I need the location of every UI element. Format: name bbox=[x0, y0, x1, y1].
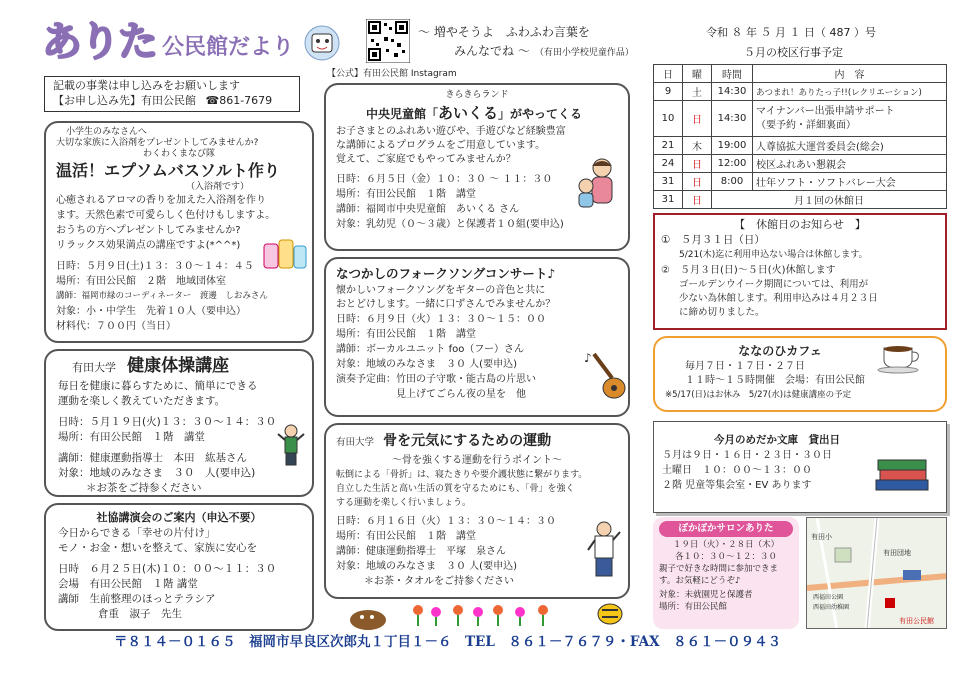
folk-title: なつかしのフォークソングコンサート♪ bbox=[336, 266, 556, 281]
social-lecturer-1: 講師 生前整理のほっとテラシア bbox=[58, 593, 216, 605]
bones-desc-2: 自立した生活と高い生活の質を守るためにも、「骨」を強く bbox=[336, 484, 575, 494]
books-icon bbox=[872, 454, 932, 494]
table-row: 9 土 14:30 あつまれ！ありたっ子!!(レクリエーション) bbox=[654, 83, 947, 101]
bath-title: 温活！エプソムバスソルト作り bbox=[56, 161, 280, 180]
bone-exercise-card bbox=[324, 423, 630, 599]
aikuru-title-a: 中央児童館「 bbox=[366, 107, 439, 121]
bath-fee: 材料代：７００円（当日） bbox=[56, 321, 176, 332]
health-target: 対象：地域のみなさま ３０ 人(要申込) bbox=[58, 467, 256, 479]
folk-lecturer: 講師：ボーカルユニット foo（フー）さん bbox=[336, 344, 525, 355]
flowers-decoration-icon bbox=[348, 596, 648, 630]
aikuru-place: 場所：有田公民館 １階 講堂 bbox=[336, 189, 476, 200]
qr-caption: 【公式】有田公民館 Instagram bbox=[327, 69, 457, 79]
social-lecture-card bbox=[44, 503, 314, 631]
social-title: 社協講演会のご案内（申込不要） bbox=[96, 511, 262, 524]
motto-credit: （有田小学校児童作品） bbox=[534, 48, 634, 58]
folk-desc-1: 懐かしいフォークソングをギターの音色と共に bbox=[336, 285, 546, 296]
aikuru-date: 日時：６月５日（金）１０：３０ ～ １１：３０ bbox=[336, 174, 553, 185]
aikuru-title-b: あいくる bbox=[438, 104, 499, 122]
bones-target: 対象：地域のみなさま ３０ 人(要申込) bbox=[336, 561, 517, 572]
aikuru-tag: きらきらランド bbox=[445, 90, 509, 100]
closed-item2-b: ゴールデンウイーク期間については、利用が bbox=[679, 279, 869, 290]
bones-date: 日時：６月１６日（火）１３：３０～１４：３０ bbox=[336, 516, 556, 527]
table-row: 24 日 12:00 校区ふれあい懇親会 bbox=[654, 155, 947, 173]
bones-subtitle: ～骨を強くする運動を行うポイント～ bbox=[392, 455, 562, 466]
salon-date-1: １９日（火）・２８日（木） bbox=[672, 540, 780, 550]
bath-intro-2: 大切な家族に入浴剤をプレゼントしてみませんか? bbox=[56, 138, 259, 148]
bones-desc-1: 転倒による「骨折」は、寝たきりや要介護状態に繋がります。 bbox=[336, 470, 588, 480]
masthead-title-big: ありた bbox=[42, 19, 156, 65]
salon-date-2: 各１０：３０～１２：３０ bbox=[674, 552, 777, 562]
bones-org: 有田大学 bbox=[336, 437, 375, 448]
motto bbox=[418, 24, 638, 59]
health-desc-2: 運動を楽しく教えていただきます。 bbox=[58, 395, 226, 407]
health-date: 日時：５月１９日(火)１３：３０～１４：３０ bbox=[58, 416, 277, 428]
trainer-icon bbox=[586, 520, 622, 580]
footer-address: 〒８１４－０１６５ 福岡市早良区次郎丸１丁目１－６ TEL ８６１－７６７９・FAX ８６１－０９４３ bbox=[114, 634, 782, 650]
closed-item2-c: 少ない為休館します。利用申込みは４月２３日 bbox=[679, 293, 878, 304]
social-sub-2: モノ・お金・想いを整えて、家族に安心を bbox=[58, 542, 258, 554]
cafe-line-1: 毎月７日・１７日・２７日 bbox=[685, 361, 805, 372]
salon-place: 場所：有田公民館 bbox=[659, 602, 728, 612]
closed-item1-b: 5/21(木)迄に利用申込ない場合は休館します。 bbox=[679, 250, 868, 260]
salon-desc-2: す。お気軽にどうぞ♪ bbox=[659, 576, 741, 586]
bath-desc-3: おうちの方へプレゼントしてみませんか? bbox=[56, 225, 241, 236]
bones-title: 骨を元気にするための運動 bbox=[383, 433, 552, 449]
aikuru-target: 対象：乳幼児（０～３歳）と保護者１０組(要申込) bbox=[336, 219, 564, 230]
issue-number: 令和 ８ 年 ５ 月 １ 日（ 487 ）号 bbox=[706, 26, 876, 39]
parent-child-icon bbox=[572, 156, 622, 212]
bones-desc-3: する運動を楽しく行いましょう。 bbox=[336, 498, 472, 508]
social-lecturer-2: 倉重 淑子 先生 bbox=[98, 608, 182, 620]
folk-songs-2: 見上げてごらん夜の星を 他 bbox=[396, 389, 526, 400]
closed-item2-a: ② ５月３日(日)～５日(火)休館します bbox=[661, 265, 836, 276]
library-line-2: 土曜日 １０：００～１３：００ bbox=[662, 465, 812, 476]
library-line-1: ５月は９日・１６日・２３日・３０日 bbox=[662, 450, 832, 461]
bath-desc-1: 心癒されるアロマの香りを加えた入浴剤を作り bbox=[56, 195, 266, 206]
aikuru-title-c: 」がやってくる bbox=[498, 107, 583, 121]
bath-desc-2: ます。天然色素で可愛らしく色付けもしますよ。 bbox=[56, 210, 276, 221]
schedule-header-content: 内 容 bbox=[753, 65, 947, 83]
closed-item2-d: に締め切りました。 bbox=[679, 307, 765, 318]
bones-place: 場所：有田公民館 １階 講堂 bbox=[336, 531, 476, 542]
bones-note: ＊お茶・タオルをご持参ください bbox=[364, 576, 514, 587]
cafe-line-2: １１時～１５時開催 会場：有田公民館 bbox=[685, 375, 865, 386]
bath-subtitle: （入浴剤です） bbox=[186, 182, 250, 192]
closed-title: 【 休館日のお知らせ 】 bbox=[734, 218, 866, 231]
health-desc-1: 毎日を健康に暮らすために、簡単にできる bbox=[58, 380, 258, 392]
health-exercise-card bbox=[44, 349, 314, 497]
schedule-header-day: 日 bbox=[654, 65, 683, 83]
bath-club: わくわくまなび隊 bbox=[142, 149, 215, 159]
aikuru-lecturer: 講師：福岡市中央児童館 あいくる さん bbox=[336, 204, 520, 215]
folk-target: 対象：地域のみなさま ３０ 人(要申込) bbox=[336, 359, 517, 370]
health-note: ＊お茶をご持参ください bbox=[86, 482, 202, 494]
bath-target: 対象：小・中学生 先着１０人（要申込） bbox=[56, 306, 246, 317]
bath-salt-jars-icon bbox=[262, 236, 308, 272]
motto-line-1: ～ 増やそうよ ふわふわ言葉を bbox=[418, 25, 590, 39]
map-label-station: 有田団地 bbox=[883, 549, 911, 557]
health-place: 場所：有田公民館 １階 講堂 bbox=[58, 431, 205, 443]
schedule-header-row bbox=[654, 65, 947, 83]
social-place: 会場 有田公民館 １階 講堂 bbox=[58, 578, 198, 590]
notice-apply-to: 【お申し込み先】有田公民館 bbox=[53, 94, 196, 107]
folk-songs-1: 演奏予定曲：竹田の子守歌・能古島の片思い bbox=[336, 374, 536, 385]
map-label-park: 西福田公園 bbox=[813, 594, 844, 601]
map-label-hall: 有田公民館 bbox=[899, 617, 934, 625]
closed-item1-a: ① ５月３１日（日） bbox=[661, 234, 765, 246]
bath-lecturer: 講師：福岡市緑のコーディネーター 渡邊 しおみさん bbox=[56, 291, 268, 301]
aikuru-desc-3: 覚えて、ご家庭でもやってみませんか？ bbox=[336, 154, 516, 165]
table-row: 31 日 8:00 壮年ソフト・ソフトバレー大会 bbox=[654, 173, 947, 191]
exercise-person-icon bbox=[276, 424, 306, 468]
qr-code-icon[interactable] bbox=[366, 19, 410, 63]
table-row: 21 木 19:00 人尊協拡大運営委員会(総会) bbox=[654, 137, 947, 155]
library-line-3: ２階 児童等集会室・EV あります bbox=[662, 480, 812, 491]
social-sub-1: 今日からできる「幸せの片付け」 bbox=[58, 527, 216, 539]
aikuru-desc-1: お子さまとのふれあい遊びや、手遊びなど経験豊富 bbox=[336, 126, 566, 137]
salon-target: 対象：未就園児と保護者 bbox=[659, 590, 753, 600]
masthead-title-small: 公民館だより bbox=[162, 35, 295, 60]
bath-intro-1: 小学生のみなさんへ bbox=[66, 127, 147, 137]
cafe-title: ななのひカフェ bbox=[738, 344, 822, 358]
map-label-kinder: 西福田幼稚園 bbox=[813, 604, 850, 611]
bath-salt-card bbox=[44, 121, 314, 343]
application-notice bbox=[44, 76, 300, 112]
bath-date: 日時：５月９日(土)１３：３０～１４：４５ bbox=[56, 261, 254, 272]
health-lecturer: 講師：健康運動指導士 本田 紘基さん bbox=[58, 452, 247, 464]
guitar-icon bbox=[584, 348, 628, 402]
notice-line-1: 記載の事業は申し込みをお願いします bbox=[53, 79, 240, 92]
salon-desc-1: 親子で好きな時間に参加できま bbox=[659, 564, 779, 574]
map-label-school: 有田小 bbox=[811, 533, 832, 541]
folk-desc-2: おとどけします。一緒に口ずさんでみませんか？ bbox=[336, 299, 556, 310]
salon-title: ぽかぽかサロンありた bbox=[659, 521, 793, 537]
schedule-title: ５月の校区行事予定 bbox=[744, 46, 843, 59]
health-title: 健康体操講座 bbox=[127, 356, 230, 376]
masthead-title bbox=[42, 18, 312, 70]
salon-card bbox=[653, 517, 799, 629]
schedule-table bbox=[653, 64, 947, 209]
closed-days-notice bbox=[653, 213, 947, 330]
folk-date: 日時：６月９日（火）１３：３０～１５：００ bbox=[336, 314, 546, 325]
bones-lecturer: 講師：健康運動指導士 平塚 泉さん bbox=[336, 546, 506, 557]
schedule-header-time: 時間 bbox=[712, 65, 753, 83]
notice-phone: ☎861-7679 bbox=[205, 94, 273, 107]
health-org: 有田大学 bbox=[72, 361, 116, 374]
location-map[interactable] bbox=[806, 517, 947, 629]
svg-text:♪: ♪ bbox=[584, 351, 592, 365]
aikuru-desc-2: な講師によるプログラムをご用意しています。 bbox=[336, 140, 546, 151]
schedule-header-dow: 曜 bbox=[683, 65, 712, 83]
folk-place: 場所：有田公民館 １階 講堂 bbox=[336, 329, 476, 340]
cafe-line-3: ※5/17(日)はお休み 5/27(水)は健康講座の予定 bbox=[665, 390, 852, 400]
motto-line-2: みんなでね ～ bbox=[454, 44, 530, 58]
social-date: 日時 ６月２５日(木)１０：００～１１：３０ bbox=[58, 563, 277, 575]
coffee-cup-icon bbox=[876, 340, 928, 374]
sun-mascot-icon bbox=[300, 18, 346, 68]
bath-place: 場所：有田公民館 ２階 地域団体室 bbox=[56, 276, 226, 287]
bath-desc-4: リラックス効果満点の講座ですよ(*^^*) bbox=[56, 240, 241, 251]
table-row: 31 日 月１回の休館日 bbox=[654, 191, 947, 209]
library-title: 今月のめだか文庫 貸出日 bbox=[714, 434, 840, 446]
table-row: 10 日 14:30 マイナンバー出張申請サポート （要予約・詳細裏面） bbox=[654, 101, 947, 137]
